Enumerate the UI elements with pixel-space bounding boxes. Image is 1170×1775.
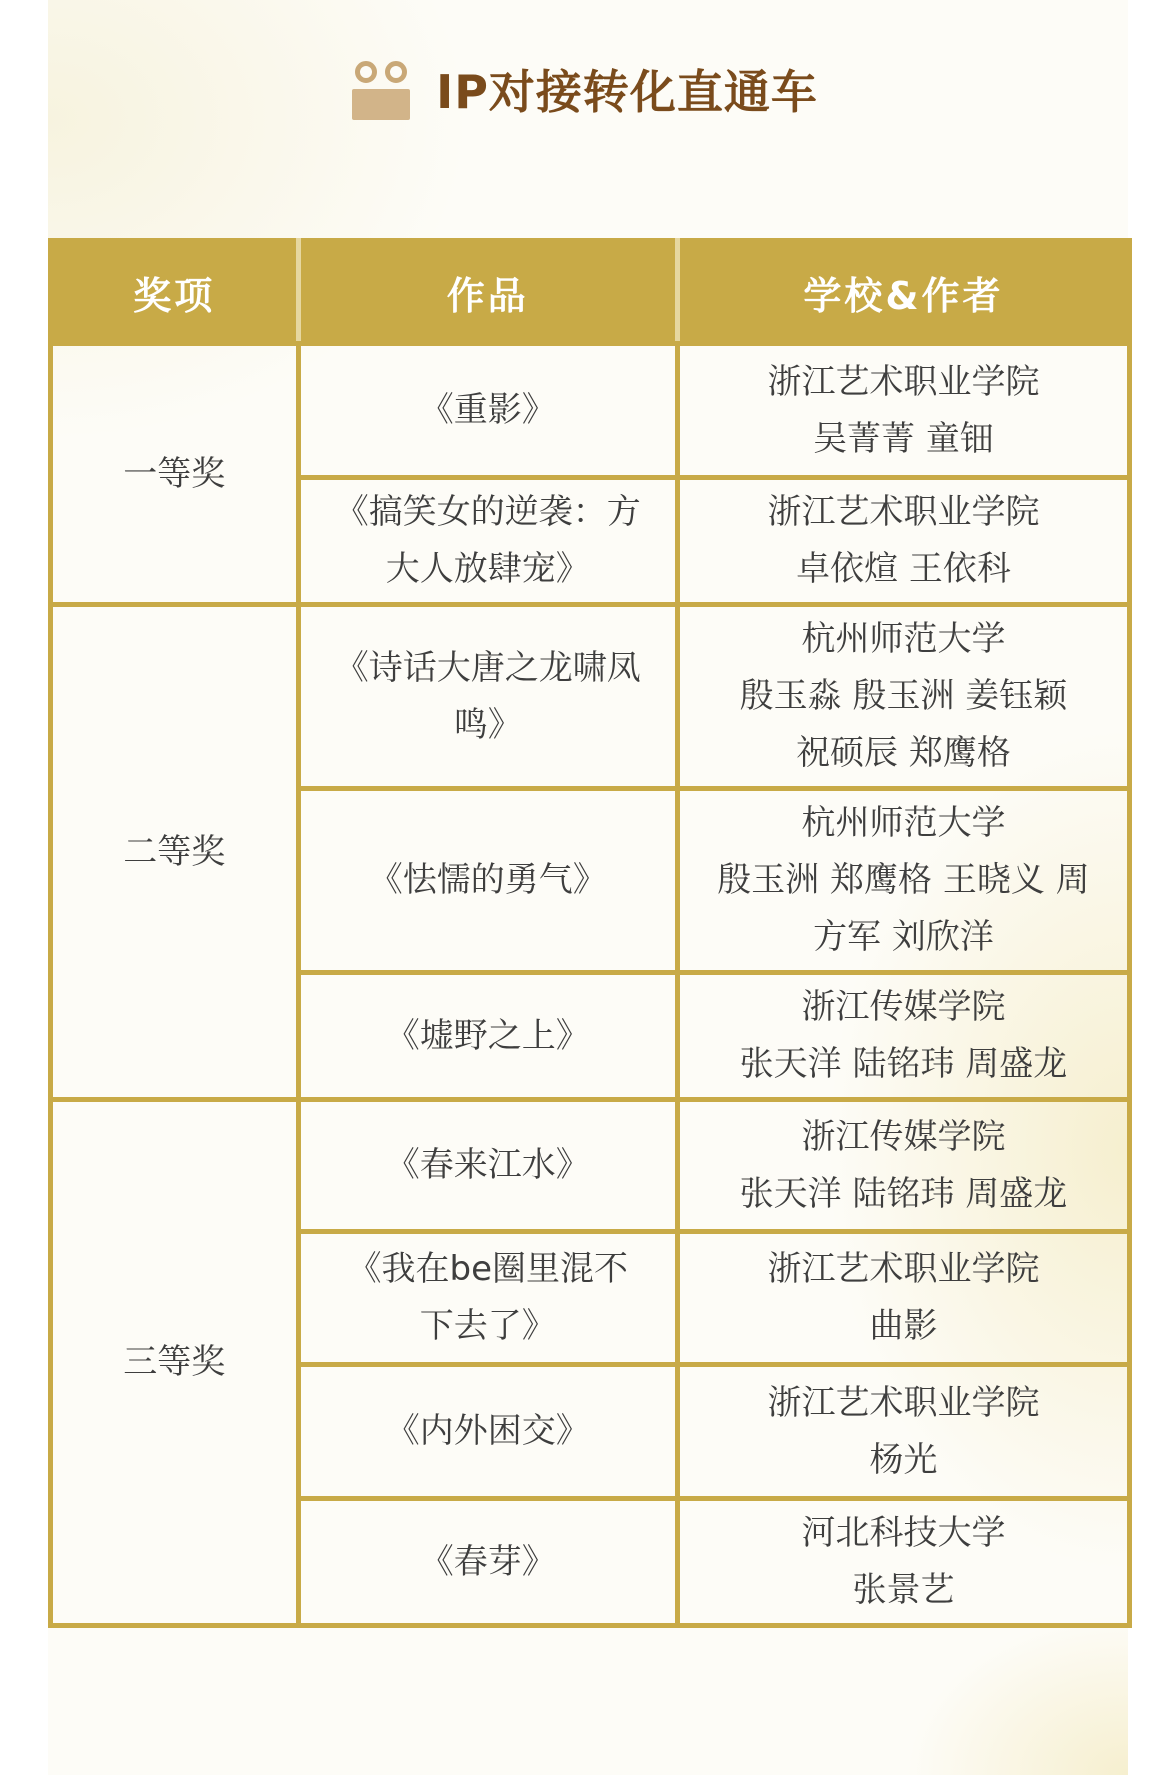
work-title: 《怯懦的勇气》	[368, 860, 607, 900]
school-author-cell	[677, 1499, 1129, 1626]
work-title: 《内外困交》	[385, 1411, 590, 1451]
award-cell: 三等奖	[51, 1100, 299, 1626]
school-author-cell	[677, 344, 1129, 478]
ticket-icon	[352, 57, 410, 121]
school-name: 浙江艺术职业学院	[767, 1249, 1040, 1289]
work-cell	[298, 789, 677, 973]
work-title: 《春来江水》	[385, 1145, 590, 1185]
author-names: 吴菁菁 童钿	[813, 418, 994, 459]
school-author-cell	[677, 1232, 1129, 1365]
header-work: 作品	[298, 241, 677, 344]
work-cell	[298, 1499, 677, 1626]
author-names: 殷玉淼 殷玉洲 姜钰颖	[739, 676, 1068, 716]
school-author-cell	[677, 605, 1129, 789]
work-title: 《诗话大唐之龙啸凤	[334, 647, 641, 688]
school-name: 杭州师范大学	[801, 619, 1006, 659]
author-names: 张天洋 陆铭玮 周盛龙	[739, 1044, 1068, 1084]
school-name: 杭州师范大学	[801, 803, 1006, 843]
school-author-cell	[677, 1100, 1129, 1232]
work-cell	[298, 1100, 677, 1232]
work-title: 《春芽》	[419, 1541, 556, 1582]
school-author-cell	[677, 789, 1129, 973]
author-names: 祝硕辰 郑鹰格	[796, 733, 1011, 773]
work-title: 《搞笑女的逆袭：方	[334, 492, 641, 532]
work-cell	[298, 605, 677, 789]
school-name: 浙江传媒学院	[801, 1116, 1006, 1157]
work-cell	[298, 973, 677, 1100]
school-name: 河北科技大学	[801, 1513, 1006, 1553]
work-title: 下去了》	[419, 1306, 556, 1346]
author-names: 张天洋 陆铭玮 周盛龙	[739, 1173, 1068, 1214]
award-cell: 二等奖	[51, 605, 299, 1100]
work-cell	[298, 344, 677, 478]
author-names: 曲影	[869, 1306, 938, 1346]
school-author-cell	[677, 478, 1129, 605]
header-school-author: 学校&作者	[677, 241, 1129, 344]
work-cell	[298, 1365, 677, 1499]
work-title: 大人放肆宠》	[385, 549, 590, 589]
work-cell	[298, 478, 677, 605]
author-names: 殷玉洲 郑鹰格 王晓义 周	[717, 860, 1090, 900]
table-header-row	[51, 241, 1130, 344]
school-name: 浙江传媒学院	[801, 987, 1006, 1027]
section-header	[0, 56, 1170, 122]
header-award: 奖项	[51, 241, 299, 344]
page-title: IP对接转化直通车	[436, 65, 818, 119]
author-names: 张景艺	[852, 1570, 955, 1610]
table-row	[51, 605, 1130, 789]
work-title: 《墟野之上》	[385, 1015, 590, 1056]
author-names: 方军 刘欣洋	[813, 917, 994, 957]
table-row	[51, 344, 1130, 478]
school-author-cell	[677, 1365, 1129, 1499]
work-title: 《重影》	[419, 390, 556, 430]
awards-table	[48, 238, 1132, 1628]
award-cell: 一等奖	[51, 344, 299, 605]
work-title: 《我在be圈里混不	[347, 1249, 629, 1289]
work-cell	[298, 1232, 677, 1365]
school-author-cell	[677, 973, 1129, 1100]
school-name: 浙江艺术职业学院	[767, 361, 1040, 402]
author-names: 卓依煊 王依科	[796, 549, 1011, 589]
author-names: 杨光	[869, 1439, 938, 1480]
work-title: 鸣》	[453, 704, 522, 745]
school-name: 浙江艺术职业学院	[767, 492, 1040, 532]
table-row	[51, 1100, 1130, 1232]
school-name: 浙江艺术职业学院	[767, 1382, 1040, 1423]
